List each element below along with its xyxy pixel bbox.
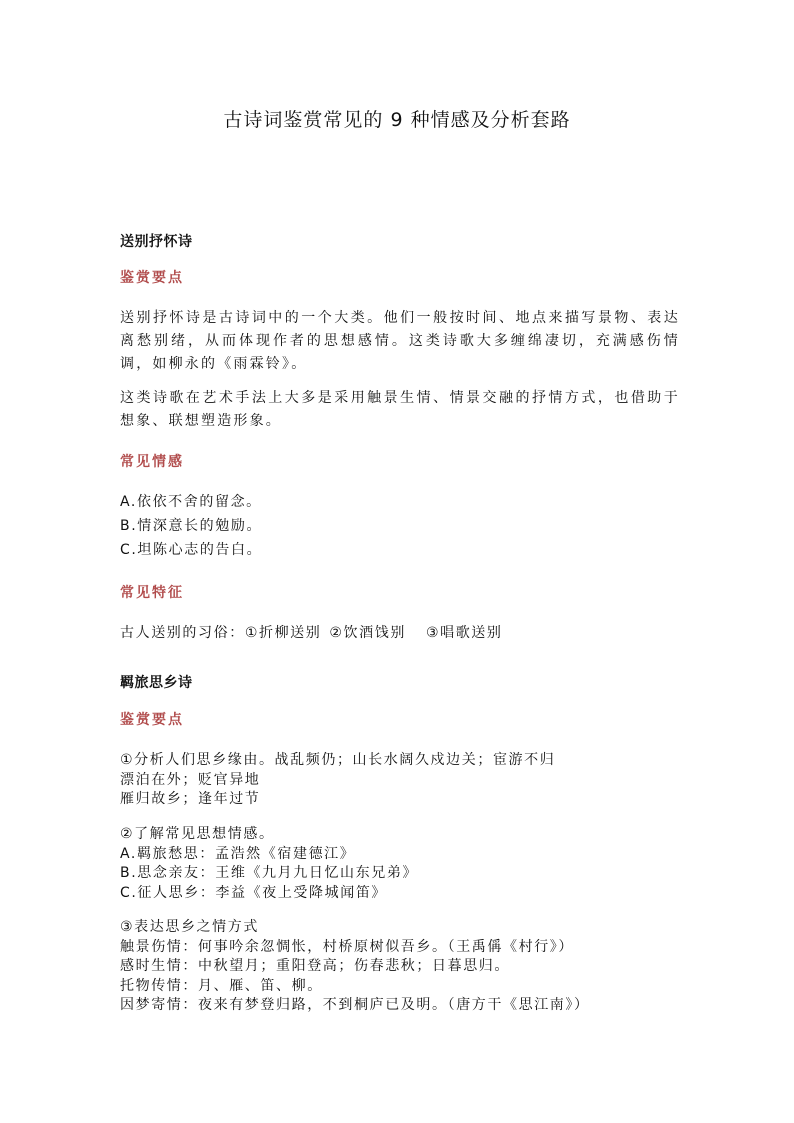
reasons-group [120, 751, 680, 810]
section-heading-homesick: 羁旅思乡诗 [120, 675, 193, 691]
paragraph-intro: 送别抒怀诗是古诗词中的一个大类。他们一般按时间、地点来描写景物、表达离愁别绪，从而体现作者的思想感情。这类诗歌大多缠绵凄切，充满感伤情调，如柳永的《雨霖铃》。 [120, 310, 680, 372]
list-item: 触景伤情：何事吟余忽惆怅，村桥原树似吾乡。（王禹偁《村行》） [120, 938, 574, 955]
page-title: 古诗词鉴赏常见的 9 种情感及分析套路 [223, 109, 571, 131]
subheading-features: 常见特征 [120, 585, 184, 601]
emotions-list [120, 490, 680, 562]
subheading-emotions: 常见情感 [120, 454, 184, 470]
subheading-key-points: 鉴赏要点 [120, 270, 184, 286]
customs-prefix: 古人送别的习俗： [120, 625, 245, 641]
list-item: B.思念亲友：王维《九月九日忆山东兄弟》 [120, 865, 419, 881]
list-item: A.羁旅愁思：孟浩然《宿建德江》 [120, 845, 356, 862]
list-item: C.征人思乡：李益《夜上受降城闻笛》 [120, 884, 388, 901]
list-item: A.依依不舍的留念。 [120, 494, 262, 510]
list-item: ②了解常见思想情感。 [120, 826, 275, 842]
list-item: 漂泊在外；贬官异地 [120, 771, 261, 788]
methods-group [120, 918, 680, 1016]
list-item: ③表达思乡之情方式 [120, 919, 259, 935]
customs-line [120, 621, 680, 645]
emotions-group [120, 825, 680, 903]
custom-item: ③唱歌送别 [425, 625, 503, 641]
custom-item: ②饮酒饯别 [329, 625, 406, 641]
list-item: B.情深意长的勉励。 [120, 518, 263, 534]
custom-item: ①折柳送别 [244, 625, 322, 641]
paragraph-technique: 这类诗歌在艺术手法上大多是采用触景生情、情景交融的抒情方式，也借助于想象、联想塑造形象。 [120, 390, 680, 429]
list-item: 雁归故乡；逢年过节 [120, 791, 261, 807]
section-heading-farewell: 送别抒怀诗 [120, 234, 193, 250]
subheading-key-points-2: 鉴赏要点 [120, 712, 184, 728]
list-item: ①分析人们思乡缘由。战乱频仍；山长水阔久戍边关；宦游不归 [120, 752, 556, 768]
list-item: C.坦陈心志的告白。 [120, 542, 263, 558]
list-item: 因梦寄情：夜来有梦登归路，不到桐庐已及明。（唐方干《思江南》） [120, 997, 590, 1013]
list-item: 感时生情：中秋望月；重阳登高；伤春悲秋；日暮思归。 [120, 958, 510, 974]
list-item: 托物传情：月、雁、笛、柳。 [120, 977, 323, 994]
